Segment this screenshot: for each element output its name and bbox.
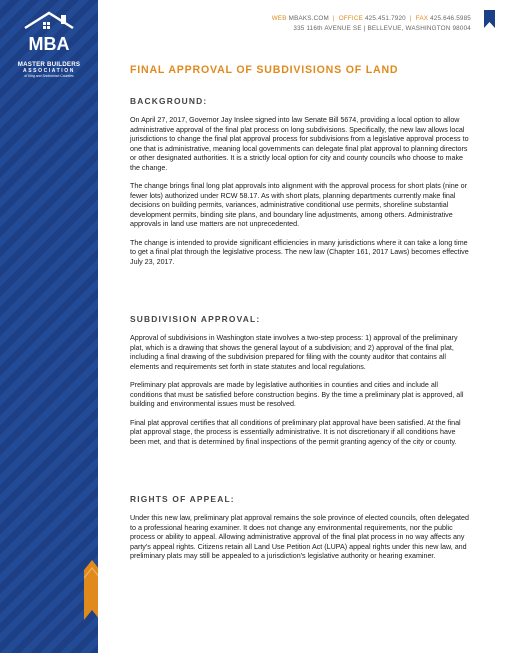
web-link[interactable]: MBAKS.COM [288,15,329,22]
sidebar-pattern [0,0,98,653]
bookmark-flag-icon [484,10,495,28]
logo-mark-text: MBA [28,34,70,54]
section-heading: RIGHTS OF APPEAL: [130,494,235,504]
logo-mark-icon [19,10,79,54]
office-phone[interactable]: 425.451.7920 [364,15,406,22]
separator: | [332,15,335,22]
logo-line-3: of King and Snohomish Counties [24,74,74,78]
section-heading: BACKGROUND: [130,96,208,106]
logo-line-1: MASTER BUILDERS [17,61,81,68]
fax-label: FAX [415,15,429,22]
section-rights-of-appeal [130,494,470,571]
paragraph: Preliminary plat approvals are made by legislative authorities in counties and cities and include all conditions that must be satisfied before construction begins. By the time a preliminary plat is approved, all building and environmental issues must be resolved. [130,381,464,408]
logo-line-2: ASSOCIATION [23,68,75,74]
contact-line-1 [272,14,471,24]
paragraph: The change brings final long plat approvals into alignment with the approval process for short plats (nine or fewer lots) authorized under RCW 58.17. As with short plats, planning departments currently make final decisions on building permits, variances, administrative conditional use permits, shoreline substantial development permits, binding site plans, and boundary line adjustments, among others. Administrative approvals in land use matters are not unprecedented. [130,182,467,228]
association-logo[interactable] [12,10,86,79]
paragraph: Approval of subdivisions in Washington state involves a two-step process: 1) approval of the preliminary plat, which is a drawing that shows the general layout of a subdivision; and 2) approval of the final plat, including a final drawing of the subdivision prepared for filing with the county auditor that contains all elements and requirements set forth in state statutes and local regulations. [130,334,458,371]
sidebar-band [0,0,98,653]
fax-number: 425.646.5985 [430,15,471,22]
paragraph: Final plat approval certifies that all conditions of preliminary plat approval have been satisfied. At the final plat approval stage, the process is essentially administrative. It is not discretionary if all conditions have been met, and that is determined by final inspections of the permit granting agency of the city or county. [130,418,461,446]
office-label: OFFICE [338,15,363,22]
paragraph: Under this new law, preliminary plat approval remains the sole province of elected councils, often delegated to a professional hearing examiner. It does not change any environmental requirements, nor the public process or ability to appeal. Allowing administrative approval of the final plat process in no way affects any party's appeal rights. Citizens retain all Land Use Petition Act (LUPA) appeal rights under this new law, and preliminary plats may still be appealed to a jurisdiction's legislative authority or hearing examiner. [130,514,469,560]
page-title: FINAL APPROVAL OF SUBDIVISIONS OF LAND [130,64,399,76]
orange-chevron-marker-icon [84,560,98,620]
section-heading: SUBDIVISION APPROVAL: [130,314,261,324]
section-background [130,96,470,276]
paragraph: The change is intended to provide significant efficiencies in many jurisdictions where it can take a long time to get a final plat through the legislative process. The new law (Chapter 161, 2017 Laws) becomes effective July 23, 2017. [130,238,469,266]
separator: | [409,15,412,22]
section-subdivision-approval [130,314,470,456]
web-label: WEB [271,15,287,22]
paragraph: On April 27, 2017, Governor Jay Inslee signed into law Senate Bill 5674, providing a local option to allow administrative approval of the final plat process on long subdivisions. Specifically, the new law allows local jurisdictions to change the final plat approval process for subdivisions from a legislative approval process to one that is administrative, meaning local governments can delegate final plat approval to planning directors or other designated authorities. It is a strictly local option for city and county councils who choose to make the change. [130,116,469,172]
contact-block [272,14,471,34]
address-line: 335 116th AVENUE SE | BELLEVUE, WASHINGTON 98004 [293,25,471,32]
